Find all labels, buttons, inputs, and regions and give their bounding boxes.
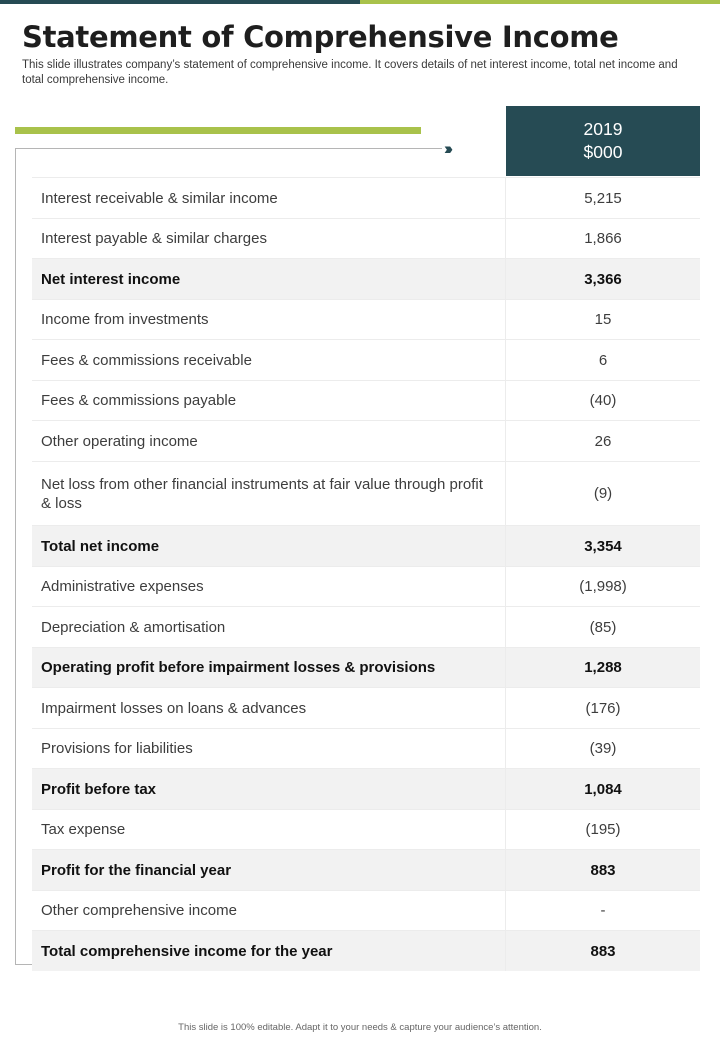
top-accent-bar-dark (0, 0, 360, 4)
table-row (32, 258, 700, 299)
row-value: 883 (590, 861, 616, 879)
row-value: (176) (585, 699, 621, 717)
row-value: (9) (593, 485, 613, 502)
column-header-unit: $000 (583, 142, 623, 162)
table-row (32, 299, 700, 339)
row-value: (1,998) (579, 578, 627, 595)
row-label: Total comprehensive income for the year (32, 931, 506, 971)
row-value: (39) (589, 740, 617, 757)
table-row (32, 687, 700, 728)
row-label: Profit for the financial year (32, 850, 506, 890)
table-row (32, 380, 700, 420)
table-row (32, 728, 700, 768)
table-row (32, 218, 700, 258)
row-label: Fees & commissions receivable (32, 340, 506, 380)
frame-line-left (15, 148, 16, 964)
green-accent-line (15, 127, 421, 134)
row-value: 3,354 (584, 537, 622, 555)
row-label: Tax expense (32, 810, 506, 849)
row-value: 1,866 (584, 230, 622, 247)
chevron-right-icon: ››› (444, 139, 449, 158)
row-label: Operating profit before impairment losses & provisions (32, 648, 506, 687)
row-value: (195) (585, 821, 621, 838)
row-label: Net loss from other financial instruments at fair value through profit & loss (32, 462, 506, 525)
table-row (32, 849, 700, 890)
row-label: Impairment losses on loans & advances (32, 688, 506, 728)
row-label: Income from investments (32, 300, 506, 339)
table-row (32, 606, 700, 647)
table-row (32, 461, 700, 525)
row-label: Provisions for liabilities (32, 729, 506, 768)
column-header-2019 (506, 106, 700, 176)
row-label: Administrative expenses (32, 567, 506, 606)
row-value: - (600, 902, 606, 919)
row-value: (40) (589, 392, 617, 409)
row-label: Total net income (32, 526, 506, 566)
table-row (32, 930, 700, 971)
row-value: 3,366 (584, 270, 622, 288)
table-row (32, 890, 700, 930)
row-value: 6 (598, 351, 608, 369)
footer-note: This slide is 100% editable. Adapt it to your needs & capture your audience’s attention. (178, 1022, 542, 1033)
row-label: Other operating income (32, 421, 506, 461)
top-accent-bar-green (360, 0, 720, 4)
row-label: Fees & commissions payable (32, 381, 506, 420)
table-row (32, 566, 700, 606)
table-row (32, 177, 700, 218)
row-label: Interest payable & similar charges (32, 219, 506, 258)
row-label: Net interest income (32, 259, 506, 299)
table-row (32, 768, 700, 809)
frame-line-top (15, 148, 442, 149)
row-value: (85) (589, 618, 617, 636)
table-row (32, 525, 700, 566)
row-label: Profit before tax (32, 769, 506, 809)
row-label: Interest receivable & similar income (32, 178, 506, 218)
income-statement-table (32, 177, 700, 971)
page-subtitle: This slide illustrates company’s statement of comprehensive income. It covers details of net interest income, total net income and total comprehensive income. (22, 59, 678, 86)
row-label: Depreciation & amortisation (32, 607, 506, 647)
row-label: Other comprehensive income (32, 891, 506, 930)
table-row (32, 420, 700, 461)
table-row (32, 647, 700, 687)
table-row (32, 809, 700, 849)
row-value: 26 (594, 432, 612, 450)
row-value: 5,215 (584, 189, 622, 207)
table-row (32, 339, 700, 380)
column-header-year: 2019 (583, 119, 623, 139)
row-value: 883 (590, 942, 616, 960)
row-value: 1,084 (584, 780, 622, 798)
page-title: Statement of Comprehensive Income (22, 20, 619, 54)
row-value: 15 (594, 311, 612, 328)
row-value: 1,288 (584, 659, 622, 676)
